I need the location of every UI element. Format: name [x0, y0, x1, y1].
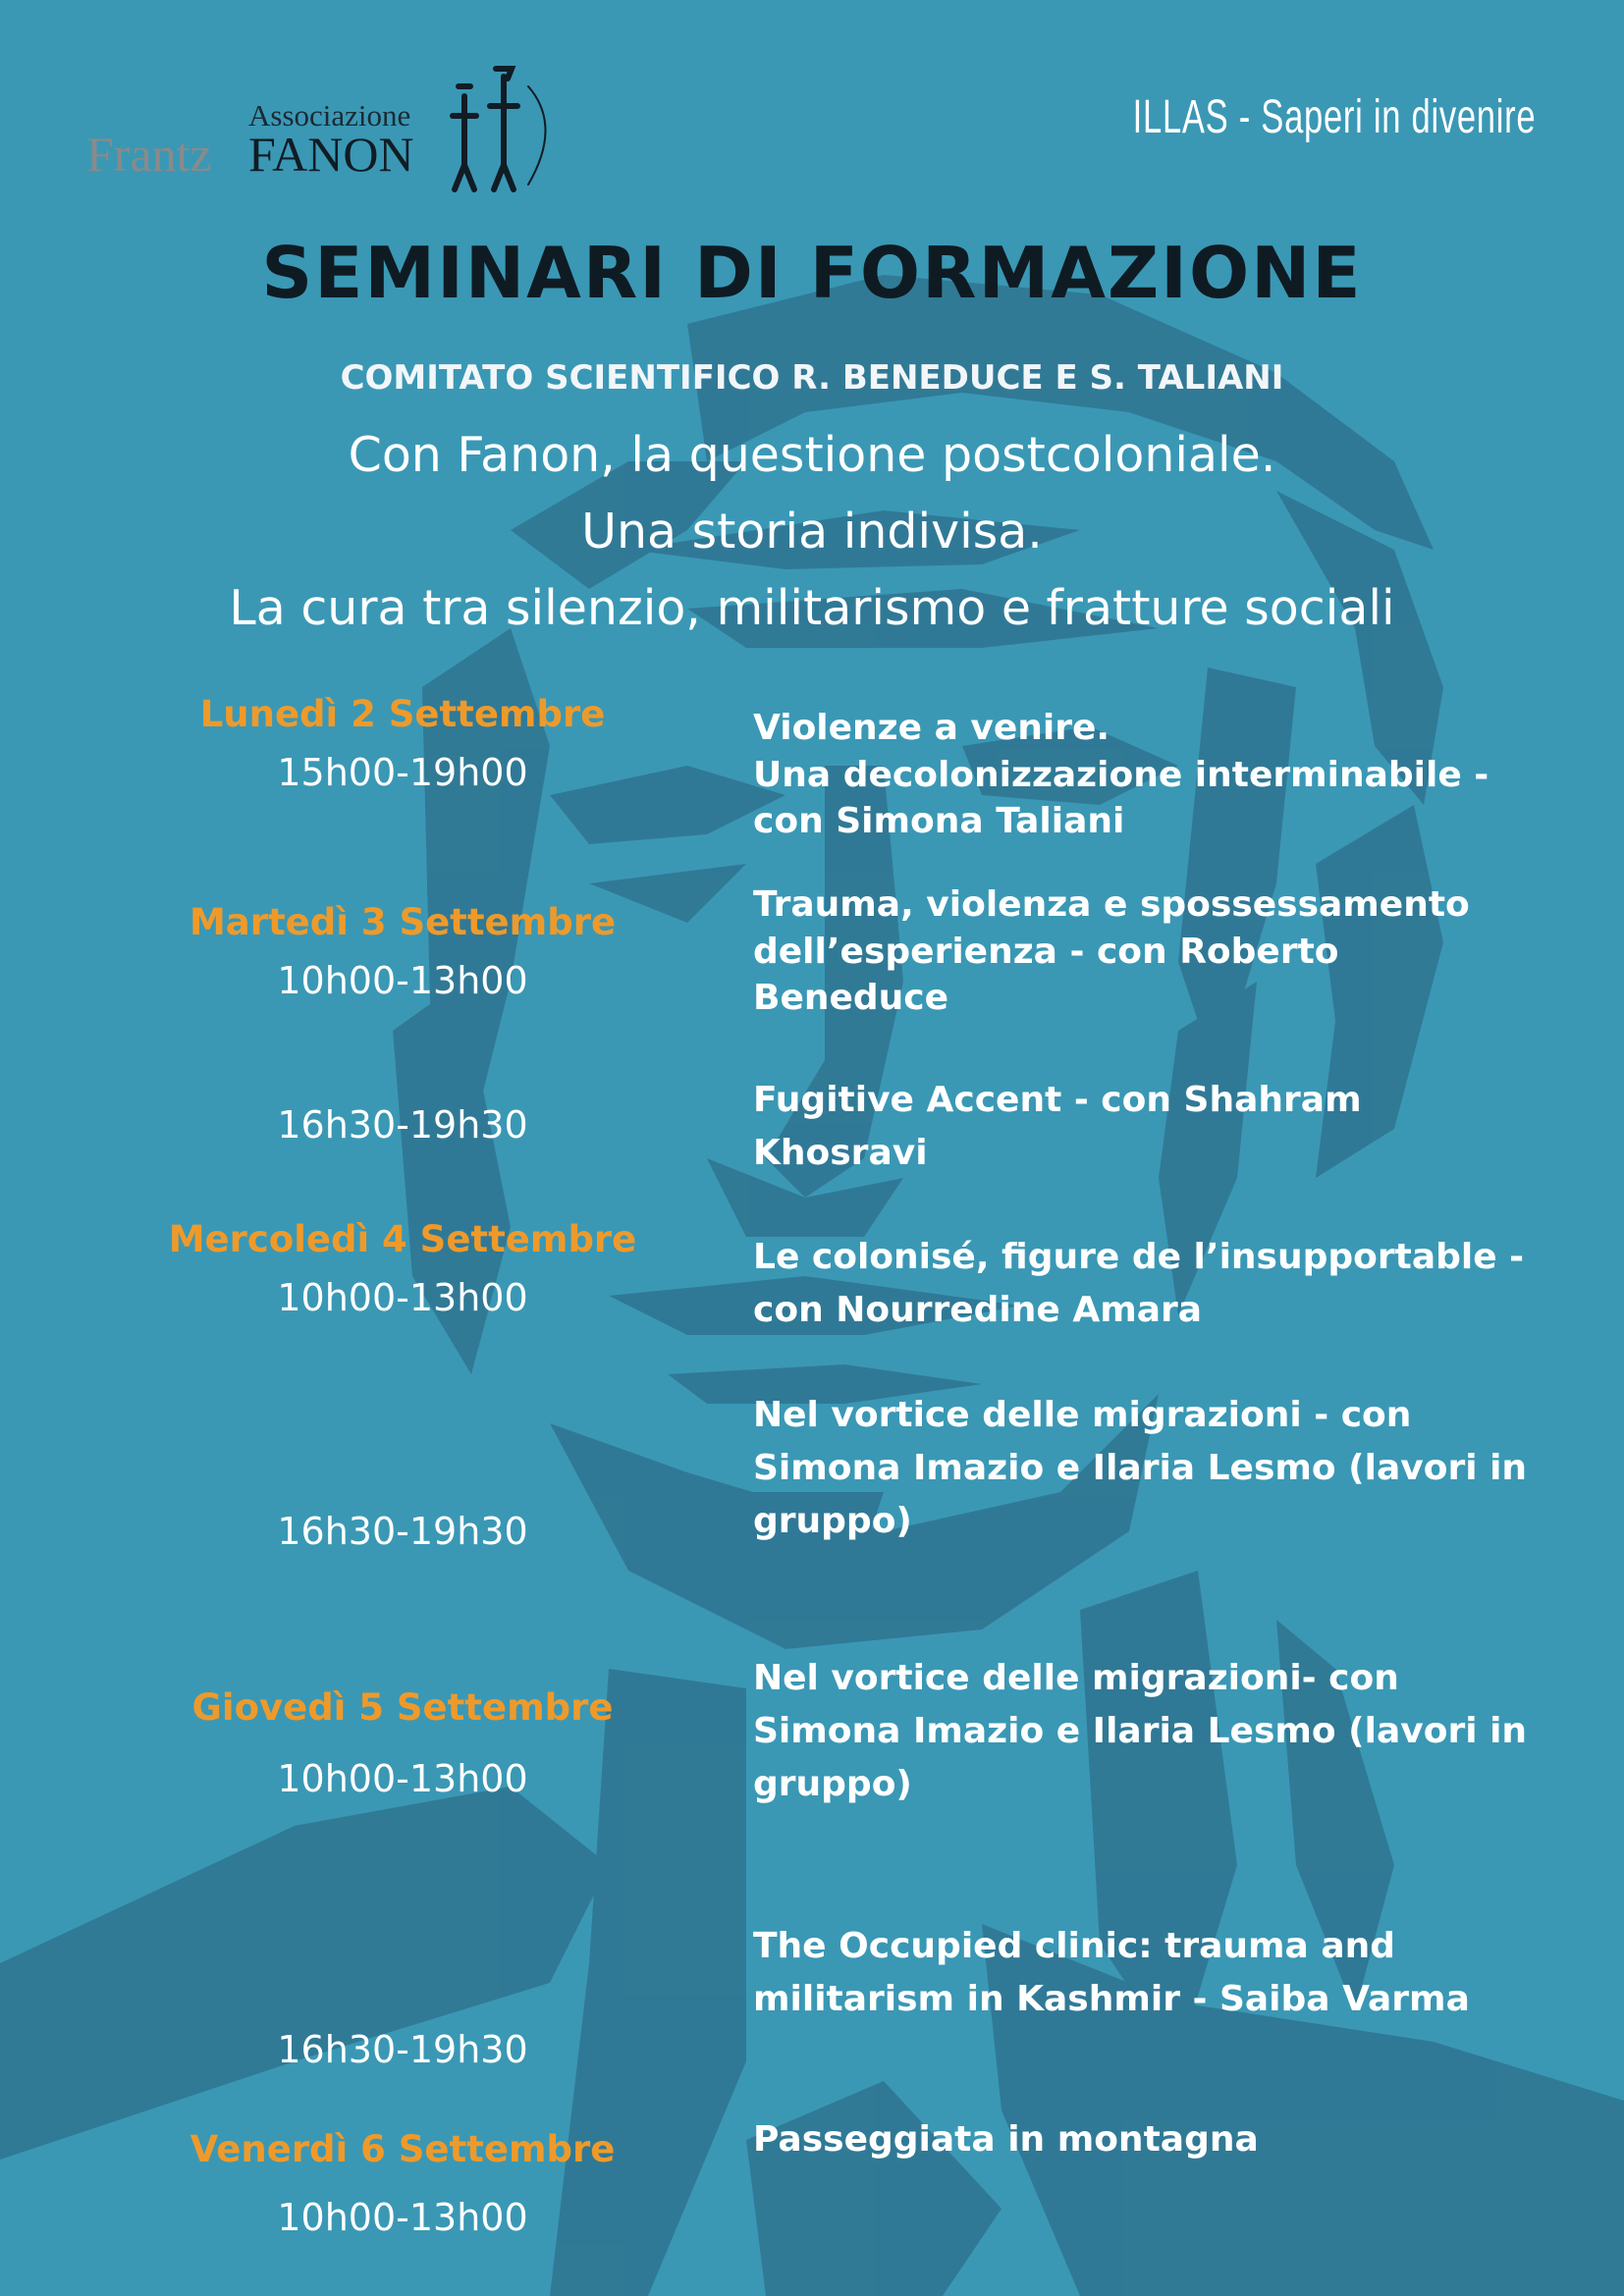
time-slot: 10h00-13h00: [277, 959, 528, 1002]
subtitle-line-1: Con Fanon, la questione postcoloniale.: [348, 427, 1276, 483]
talk-entry: [753, 1231, 1558, 1337]
subtitle-line-2: Una storia indivisa.: [581, 504, 1043, 560]
figures-logo-icon: [435, 57, 563, 194]
logo-frantz-text: Frantz: [86, 127, 212, 182]
logo-fanon-text: FANON: [248, 127, 414, 182]
time-slot: 16h30-19h30: [277, 2028, 528, 2071]
talk-entry: [753, 1389, 1558, 1548]
talk-line: militarism in Kashmir - Saiba Varma: [753, 1979, 1470, 2019]
talk-line: Fugitive Accent - con Shahram: [753, 1080, 1362, 1120]
talk-line: Khosravi: [753, 1133, 928, 1173]
scientific-committee: COMITATO SCIENTIFICO R. BENEDUCE E S. TALIANI: [340, 358, 1284, 398]
time-slot: 10h00-13h00: [277, 1276, 528, 1319]
talk-line: gruppo): [753, 1501, 912, 1541]
talk-line: Simona Imazio e Ilaria Lesmo (lavori in: [753, 1711, 1528, 1751]
talk-entry: [753, 1920, 1558, 2026]
subtitle-line-3: La cura tra silenzio, militarismo e fratture sociali: [229, 580, 1395, 636]
talk-line: The Occupied clinic: trauma and: [753, 1926, 1396, 1966]
talk-line: Una decolonizzazione interminabile -: [753, 754, 1489, 795]
talk-entry: [753, 2116, 1558, 2163]
talk-line: Simona Imazio e Ilaria Lesmo (lavori in: [753, 1448, 1528, 1488]
day-monday: Lunedì 2 Settembre: [199, 693, 606, 735]
talk-line: con Nourredine Amara: [753, 1290, 1203, 1330]
talk-line: con Simona Taliani: [753, 801, 1125, 842]
talk-line: Beneduce: [753, 978, 949, 1019]
day-wednesday: Mercoledì 4 Settembre: [168, 1218, 637, 1260]
association-logo: [86, 57, 568, 194]
talk-line: Le colonisé, figure de l’insupportable -: [753, 1237, 1525, 1277]
talk-line: gruppo): [753, 1764, 912, 1804]
time-slot: 10h00-13h00: [277, 2196, 528, 2239]
logo-association-text: Associazione: [248, 98, 411, 133]
time-slot: 15h00-19h00: [277, 751, 528, 794]
day-tuesday: Martedì 3 Settembre: [189, 901, 617, 943]
talk-line: Nel vortice delle migrazioni- con: [753, 1658, 1399, 1698]
day-friday: Venerdì 6 Settembre: [189, 2128, 616, 2170]
talk-line: Trauma, violenza e spossessamento: [753, 884, 1470, 925]
talk-entry: [753, 705, 1558, 845]
day-thursday: Giovedì 5 Settembre: [191, 1686, 614, 1729]
talk-line: Passeggiata in montagna: [753, 2119, 1259, 2160]
time-slot: 16h30-19h30: [277, 1510, 528, 1553]
page-title: SEMINARI DI FORMAZIONE: [261, 232, 1363, 314]
time-slot: 10h00-13h00: [277, 1757, 528, 1800]
talk-line: Nel vortice delle migrazioni - con: [753, 1395, 1412, 1435]
time-slot: 16h30-19h30: [277, 1103, 528, 1147]
talk-entry: [753, 1074, 1558, 1180]
talk-line: Violenze a venire.: [753, 708, 1110, 748]
header-illas: ILLAS - Saperi in divenire: [1132, 91, 1536, 143]
talk-entry: [753, 1652, 1558, 1811]
talk-line: dell’esperienza - con Roberto: [753, 931, 1339, 972]
talk-entry: [753, 881, 1558, 1022]
